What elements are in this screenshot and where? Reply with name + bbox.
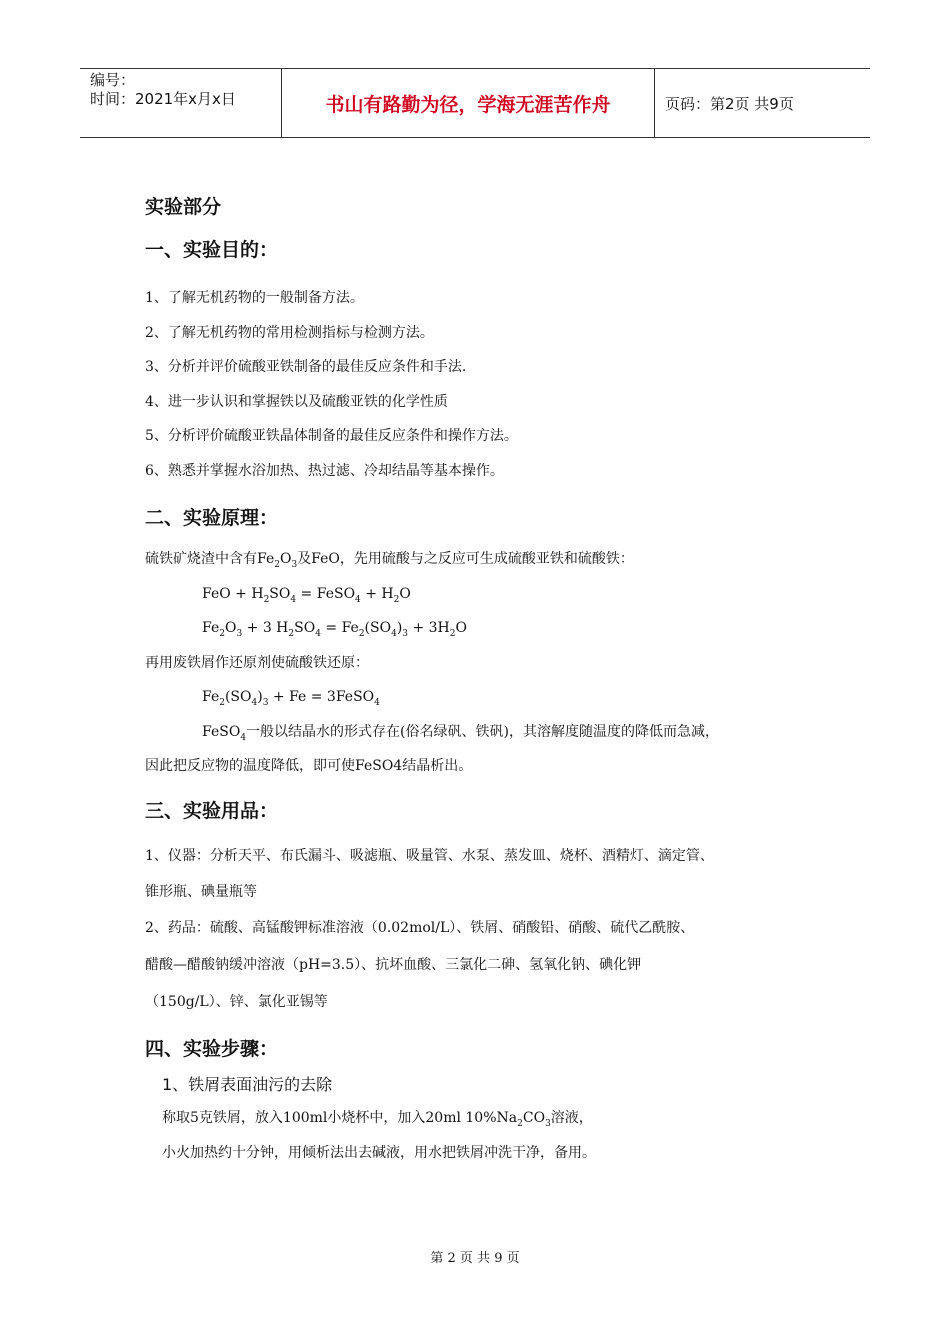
list-item: 2、了解无机药物的常用检测指标与检测方法。	[145, 324, 434, 341]
s3-item2b: 醋酸—醋酸钠缓冲溶液（pH=3.5）、抗坏血酸、三氯化二砷、氢氧化钠、碘化钾	[145, 957, 642, 973]
s3-item1a: 1、仪器：分析天平、布氏漏斗、吸滤瓶、吸量管、水泵、蒸发皿、烧杯、酒精灯、滴定管、	[145, 848, 714, 864]
s3-item2a: 2、药品：硫酸、高锰酸钾标准溶液（0.02mol/L）、铁屑、硝酸铅、硝酸、硫代乙酰胺、	[145, 920, 695, 936]
s2-reduce: 再用废铁屑作还原剂使硫酸铁还原：	[145, 654, 369, 671]
s2-note-2: 因此把反应物的温度降低，即可使FeSO4结晶析出。	[145, 758, 473, 774]
equation-1: FeO + $H_2SO_4$ = FeSO$_4$ + $H_2O$	[202, 585, 411, 605]
header-table	[80, 68, 870, 138]
section-title: 实验部分	[145, 196, 222, 218]
motto: 书山有路勤为径，学海无涯苦作舟	[282, 69, 655, 137]
equation-2: $Fe_2O_3 + 3$ $H_2SO_4 = Fe_2(SO_4)_3 + 3H_2O$	[202, 620, 467, 639]
equation-3: $Fe_2(SO_4)_3 + Fe$ = 3FeSO$_4$	[202, 689, 380, 708]
s2-title: 二、实验原理：	[145, 507, 279, 529]
s4-para-2: 小火加热约十分钟，用倾析法出去碱液，用水把铁屑冲洗干净，备用。	[162, 1145, 596, 1161]
time-label: 时间：2021年x月x日	[90, 90, 236, 108]
list-item: 6、熟悉并掌握水浴加热、热过滤、冷却结晶等基本操作。	[145, 462, 504, 479]
s1-title: 一、实验目的：	[145, 239, 279, 261]
list-item: 5、分析评价硫酸亚铁晶体制备的最佳反应条件和操作方法。	[145, 428, 518, 444]
s2-intro: 硫铁矿烧渣中含有$Fe_2O_3$及FeO，先用硫酸与之反应可生成硫酸亚铁和硫酸铁：	[145, 551, 634, 570]
list-item: 3、分析并评价硫酸亚铁制备的最佳反应条件和手法.	[145, 359, 467, 375]
s2-note: FeSO$_4$一般以结晶水的形式存在(俗名绿矾、铁矾)，其溶解度随温度的降低而急减，	[202, 723, 719, 743]
header-meta	[80, 69, 282, 137]
page-footer: 第 2 页 共 9 页	[430, 1251, 520, 1266]
s4-subtitle-1: 1、铁屑表面油污的去除	[162, 1075, 333, 1094]
code-label: 编号：	[90, 71, 136, 89]
s3-item1b: 锥形瓶、碘量瓶等	[145, 884, 257, 900]
document-body	[145, 192, 825, 1163]
s4-para-1: 称取5克铁屑，放入100ml小烧杯中，加入20ml $10\%Na_2CO_3$溶液，	[162, 1110, 593, 1129]
s1-list	[145, 280, 825, 495]
s3-title: 三、实验用品：	[145, 800, 279, 822]
s3-item2c: （150g/L）、锌、氯化亚锡等	[145, 994, 328, 1010]
list-item: 1、了解无机药物的一般制备方法。	[145, 290, 364, 306]
s4-title: 四、实验步骤：	[145, 1038, 279, 1060]
page-label: 页码：第2页 共9页	[665, 94, 794, 113]
list-item: 4、进一步认识和掌握铁以及硫酸亚铁的化学性质	[145, 393, 448, 410]
